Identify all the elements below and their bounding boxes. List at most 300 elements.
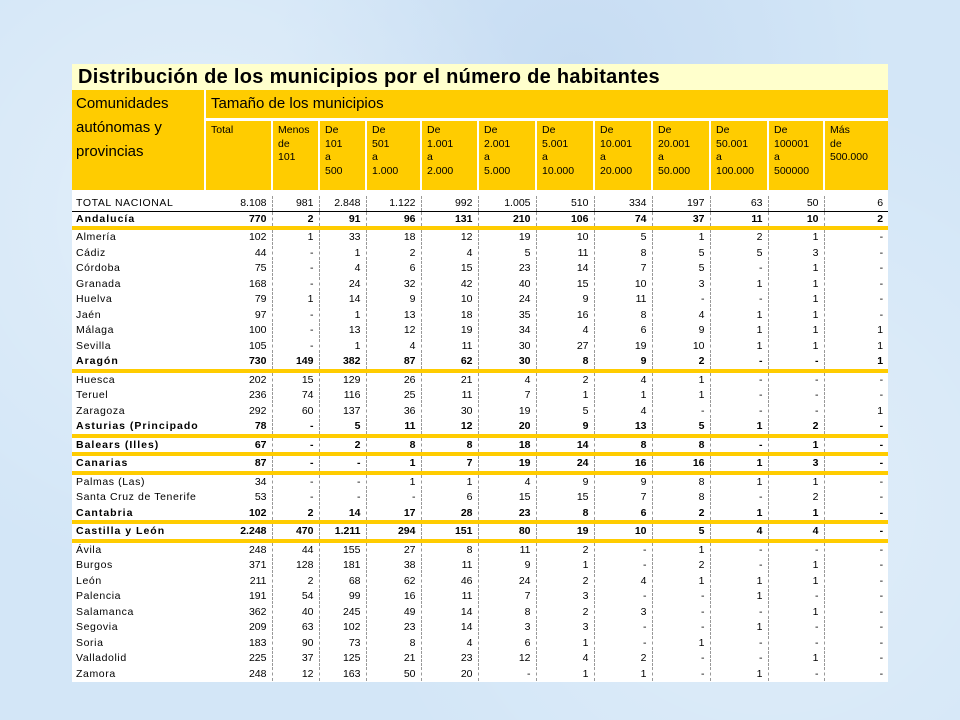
value-cell: 1 <box>824 338 888 354</box>
row-name-cell: Salamanca <box>72 604 205 620</box>
value-cell: 9 <box>366 292 421 308</box>
table-body <box>72 190 888 682</box>
value-cell: 1 <box>710 473 768 490</box>
province-row <box>72 573 888 589</box>
value-cell: - <box>710 651 768 667</box>
value-cell: 116 <box>319 388 366 404</box>
province-row <box>72 323 888 339</box>
column-header-line: De <box>427 124 441 136</box>
header-group-label: Tamaño de los municipios <box>205 90 888 120</box>
value-cell: 10 <box>421 292 478 308</box>
value-cell: - <box>824 573 888 589</box>
value-cell: 2 <box>536 371 594 388</box>
value-cell: - <box>768 388 824 404</box>
row-name-cell: Granada <box>72 276 205 292</box>
value-cell: 12 <box>272 666 319 682</box>
value-cell: 99 <box>319 589 366 605</box>
column-header <box>536 120 594 191</box>
region-row <box>72 454 888 473</box>
value-cell: 35 <box>478 307 536 323</box>
value-cell: - <box>710 388 768 404</box>
value-cell: 1 <box>536 666 594 682</box>
value-cell: 63 <box>272 620 319 636</box>
value-cell: 9 <box>536 419 594 436</box>
value-cell: 19 <box>478 454 536 473</box>
value-cell: 294 <box>366 522 421 541</box>
column-header <box>594 120 652 191</box>
header-corner-cell <box>72 90 205 190</box>
value-cell: - <box>768 620 824 636</box>
value-cell: 382 <box>319 354 366 371</box>
value-cell: - <box>824 388 888 404</box>
value-cell: - <box>272 490 319 506</box>
value-cell: 8.108 <box>205 196 272 211</box>
row-name-cell: Castilla y León <box>72 522 205 541</box>
value-cell: - <box>710 292 768 308</box>
value-cell: 5 <box>319 419 366 436</box>
value-cell: 1 <box>768 604 824 620</box>
value-cell: 371 <box>205 558 272 574</box>
value-cell: 23 <box>478 505 536 522</box>
value-cell: 197 <box>652 196 710 211</box>
value-cell: 33 <box>319 228 366 245</box>
value-cell: - <box>710 354 768 371</box>
value-cell: 19 <box>594 338 652 354</box>
value-cell: 4 <box>652 307 710 323</box>
column-header-line: 501 <box>372 137 390 150</box>
value-cell: 14 <box>319 505 366 522</box>
column-header-line: a <box>716 151 722 163</box>
value-cell: 80 <box>478 522 536 541</box>
value-cell: 1 <box>652 573 710 589</box>
value-cell: 1 <box>710 666 768 682</box>
value-cell: 17 <box>366 505 421 522</box>
value-cell: 1.211 <box>319 522 366 541</box>
value-cell: 4 <box>366 338 421 354</box>
value-cell: 28 <box>421 505 478 522</box>
row-name-cell: León <box>72 573 205 589</box>
value-cell: 9 <box>652 323 710 339</box>
value-cell: 2.248 <box>205 522 272 541</box>
value-cell: 1 <box>710 620 768 636</box>
value-cell: 981 <box>272 196 319 211</box>
value-cell: - <box>824 522 888 541</box>
value-cell: 2.848 <box>319 196 366 211</box>
value-cell: 137 <box>319 403 366 419</box>
value-cell: 32 <box>366 276 421 292</box>
value-cell: - <box>824 651 888 667</box>
value-cell: 30 <box>478 354 536 371</box>
value-cell: 6 <box>824 196 888 211</box>
value-cell: - <box>824 292 888 308</box>
value-cell: 36 <box>366 403 421 419</box>
value-cell: 1 <box>768 228 824 245</box>
value-cell: 1 <box>594 666 652 682</box>
value-cell: 3 <box>536 589 594 605</box>
value-cell: 8 <box>366 436 421 455</box>
value-cell: 38 <box>366 558 421 574</box>
value-cell: 13 <box>319 323 366 339</box>
column-header-line: 2.000 <box>427 164 454 177</box>
row-name-cell: Soria <box>72 635 205 651</box>
value-cell: 225 <box>205 651 272 667</box>
column-header-line: a <box>427 151 433 163</box>
column-header-line: de <box>830 137 842 150</box>
total-row <box>72 196 888 211</box>
value-cell: 102 <box>319 620 366 636</box>
value-cell: - <box>768 635 824 651</box>
value-cell: 181 <box>319 558 366 574</box>
value-cell: 7 <box>478 589 536 605</box>
value-cell: 24 <box>478 292 536 308</box>
row-name-cell: Andalucía <box>72 211 205 228</box>
value-cell: 8 <box>652 473 710 490</box>
value-cell: 10 <box>652 338 710 354</box>
value-cell: - <box>366 490 421 506</box>
value-cell: 1 <box>652 228 710 245</box>
column-header-line: 2.001 <box>484 137 511 150</box>
value-cell: 8 <box>478 604 536 620</box>
value-cell: 74 <box>594 211 652 228</box>
province-row <box>72 666 888 682</box>
column-header-line: 50.001 <box>716 137 749 150</box>
column-header-line: a <box>484 151 490 163</box>
column-header <box>421 120 478 191</box>
column-header-line: a <box>774 151 780 163</box>
value-cell: 211 <box>205 573 272 589</box>
province-row <box>72 558 888 574</box>
value-cell: 3 <box>594 604 652 620</box>
column-header-line: 50.000 <box>658 164 691 177</box>
value-cell: 49 <box>366 604 421 620</box>
value-cell: - <box>824 604 888 620</box>
value-cell: 1 <box>652 371 710 388</box>
column-header-line: 20.000 <box>600 164 633 177</box>
municipalities-table <box>72 90 888 682</box>
value-cell: 19 <box>536 522 594 541</box>
value-cell: 202 <box>205 371 272 388</box>
value-cell: 79 <box>205 292 272 308</box>
value-cell: 4 <box>768 522 824 541</box>
value-cell: 40 <box>272 604 319 620</box>
region-row <box>72 522 888 541</box>
value-cell: 9 <box>536 473 594 490</box>
value-cell: 131 <box>421 211 478 228</box>
row-name-cell: Huesca <box>72 371 205 388</box>
value-cell: - <box>824 541 888 558</box>
province-row <box>72 228 888 245</box>
value-cell: 5 <box>652 419 710 436</box>
province-row <box>72 604 888 620</box>
value-cell: 42 <box>421 276 478 292</box>
region-row <box>72 505 888 522</box>
province-row <box>72 589 888 605</box>
value-cell: 1 <box>768 473 824 490</box>
value-cell: 75 <box>205 261 272 277</box>
value-cell: 24 <box>536 454 594 473</box>
value-cell: - <box>768 371 824 388</box>
value-cell: 245 <box>319 604 366 620</box>
row-name-cell: Canarias <box>72 454 205 473</box>
value-cell: - <box>824 261 888 277</box>
value-cell: 5 <box>594 228 652 245</box>
value-cell: 6 <box>594 323 652 339</box>
value-cell: - <box>594 620 652 636</box>
value-cell: 21 <box>421 371 478 388</box>
value-cell: 11 <box>594 292 652 308</box>
value-cell: - <box>710 371 768 388</box>
value-cell: - <box>768 403 824 419</box>
value-cell: 10 <box>594 276 652 292</box>
province-row <box>72 620 888 636</box>
value-cell: 7 <box>478 388 536 404</box>
value-cell: 1 <box>768 292 824 308</box>
value-cell: 1.005 <box>478 196 536 211</box>
column-header-line: 10.000 <box>542 164 575 177</box>
region-row <box>72 211 888 228</box>
value-cell: 125 <box>319 651 366 667</box>
value-cell: 210 <box>478 211 536 228</box>
value-cell: 1 <box>710 323 768 339</box>
value-cell: 191 <box>205 589 272 605</box>
value-cell: - <box>272 323 319 339</box>
column-header-line: a <box>658 151 664 163</box>
column-header <box>652 120 710 191</box>
value-cell: 2 <box>652 558 710 574</box>
value-cell: 6 <box>594 505 652 522</box>
value-cell: 4 <box>536 323 594 339</box>
value-cell: 96 <box>366 211 421 228</box>
row-name-cell: Zaragoza <box>72 403 205 419</box>
column-header-line: De <box>372 124 386 136</box>
value-cell: 2 <box>536 541 594 558</box>
column-header-line: 500.000 <box>830 151 868 163</box>
row-name-cell: Palmas (Las) <box>72 473 205 490</box>
row-name-cell: Jaén <box>72 307 205 323</box>
value-cell: 3 <box>768 245 824 261</box>
value-cell: 1 <box>710 454 768 473</box>
column-header-line: Total <box>211 124 234 136</box>
value-cell: 73 <box>319 635 366 651</box>
value-cell: 9 <box>594 473 652 490</box>
column-header-line: 101 <box>325 137 343 150</box>
value-cell: 1 <box>536 388 594 404</box>
value-cell: 11 <box>478 541 536 558</box>
column-header-line: 10.001 <box>600 137 633 150</box>
value-cell: 334 <box>594 196 652 211</box>
value-cell: 1 <box>768 651 824 667</box>
value-cell: - <box>272 419 319 436</box>
value-cell: 23 <box>478 261 536 277</box>
value-cell: - <box>652 403 710 419</box>
province-row <box>72 635 888 651</box>
value-cell: 1 <box>536 635 594 651</box>
value-cell: 1 <box>768 558 824 574</box>
value-cell: 8 <box>536 354 594 371</box>
value-cell: 91 <box>319 211 366 228</box>
province-row <box>72 403 888 419</box>
value-cell: 470 <box>272 522 319 541</box>
value-cell: 992 <box>421 196 478 211</box>
value-cell: - <box>272 338 319 354</box>
row-name-cell: Aragón <box>72 354 205 371</box>
row-name-cell: Cantabria <box>72 505 205 522</box>
column-header-line: Más <box>830 124 850 136</box>
row-name-cell: Balears (Illes) <box>72 436 205 455</box>
column-header <box>478 120 536 191</box>
value-cell: 62 <box>366 573 421 589</box>
value-cell: - <box>272 454 319 473</box>
value-cell: - <box>710 558 768 574</box>
value-cell: 2 <box>594 651 652 667</box>
value-cell: 4 <box>594 403 652 419</box>
value-cell: 14 <box>536 436 594 455</box>
value-cell: 18 <box>478 436 536 455</box>
value-cell: - <box>594 589 652 605</box>
value-cell: 9 <box>536 292 594 308</box>
value-cell: 5 <box>652 261 710 277</box>
value-cell: - <box>768 589 824 605</box>
value-cell: 8 <box>594 245 652 261</box>
row-name-cell: Teruel <box>72 388 205 404</box>
value-cell: 1 <box>710 573 768 589</box>
value-cell: 18 <box>421 307 478 323</box>
value-cell: - <box>652 604 710 620</box>
value-cell: - <box>272 261 319 277</box>
value-cell: 2 <box>824 211 888 228</box>
value-cell: 1 <box>824 323 888 339</box>
value-cell: 1 <box>319 307 366 323</box>
sheet-title: Distribución de los municipios por el número de habitantes <box>72 64 888 90</box>
column-header-line: 20.001 <box>658 137 691 150</box>
row-name-cell: Almería <box>72 228 205 245</box>
value-cell: 4 <box>421 635 478 651</box>
row-name-cell: Burgos <box>72 558 205 574</box>
value-cell: 10 <box>768 211 824 228</box>
value-cell: 128 <box>272 558 319 574</box>
value-cell: 12 <box>366 323 421 339</box>
value-cell: 1 <box>319 245 366 261</box>
province-row <box>72 276 888 292</box>
value-cell: - <box>824 307 888 323</box>
value-cell: 1 <box>768 261 824 277</box>
column-header-line: De <box>600 124 614 136</box>
row-name-cell: Ávila <box>72 541 205 558</box>
value-cell: 1 <box>824 403 888 419</box>
province-row <box>72 651 888 667</box>
value-cell: 4 <box>594 573 652 589</box>
value-cell: 37 <box>272 651 319 667</box>
value-cell: 1 <box>366 473 421 490</box>
column-header-line: Menos <box>278 124 310 136</box>
value-cell: 6 <box>366 261 421 277</box>
value-cell: - <box>319 454 366 473</box>
value-cell: 2 <box>652 354 710 371</box>
value-cell: 87 <box>366 354 421 371</box>
value-cell: 1 <box>272 228 319 245</box>
value-cell: 2 <box>710 228 768 245</box>
value-cell: 8 <box>652 490 710 506</box>
header-corner-line: provincias <box>76 143 144 160</box>
spreadsheet <box>72 64 888 682</box>
value-cell: 105 <box>205 338 272 354</box>
header-row-top <box>72 90 888 120</box>
column-header-line: 5.000 <box>484 164 511 177</box>
province-row <box>72 473 888 490</box>
province-row <box>72 307 888 323</box>
value-cell: 11 <box>710 211 768 228</box>
value-cell: 183 <box>205 635 272 651</box>
value-cell: 4 <box>319 261 366 277</box>
value-cell: 50 <box>768 196 824 211</box>
value-cell: 6 <box>421 490 478 506</box>
value-cell: 27 <box>536 338 594 354</box>
value-cell: 168 <box>205 276 272 292</box>
column-header-line: De <box>484 124 498 136</box>
province-row <box>72 371 888 388</box>
value-cell: 2 <box>319 436 366 455</box>
province-row <box>72 245 888 261</box>
value-cell: - <box>272 473 319 490</box>
column-header <box>710 120 768 191</box>
value-cell: - <box>710 541 768 558</box>
value-cell: - <box>319 473 366 490</box>
value-cell: 1 <box>272 292 319 308</box>
value-cell: 4 <box>478 371 536 388</box>
value-cell: 67 <box>205 436 272 455</box>
column-header-line: a <box>325 151 331 163</box>
value-cell: 3 <box>768 454 824 473</box>
value-cell: 5 <box>652 245 710 261</box>
value-cell: 8 <box>421 541 478 558</box>
value-cell: - <box>710 490 768 506</box>
value-cell: - <box>824 245 888 261</box>
value-cell: 1.122 <box>366 196 421 211</box>
value-cell: 5 <box>536 403 594 419</box>
value-cell: 149 <box>272 354 319 371</box>
value-cell: 26 <box>366 371 421 388</box>
value-cell: 12 <box>478 651 536 667</box>
value-cell: 21 <box>366 651 421 667</box>
province-row <box>72 338 888 354</box>
value-cell: - <box>652 589 710 605</box>
value-cell: 9 <box>594 354 652 371</box>
value-cell: 7 <box>594 490 652 506</box>
value-cell: 13 <box>594 419 652 436</box>
column-header-line: a <box>542 151 548 163</box>
value-cell: 54 <box>272 589 319 605</box>
value-cell: - <box>824 419 888 436</box>
column-header <box>768 120 824 191</box>
value-cell: 53 <box>205 490 272 506</box>
row-name-cell: Huelva <box>72 292 205 308</box>
value-cell: 1 <box>652 388 710 404</box>
value-cell: 4 <box>478 473 536 490</box>
column-header-line: 1.001 <box>427 137 454 150</box>
value-cell: 7 <box>421 454 478 473</box>
value-cell: 248 <box>205 541 272 558</box>
row-name-cell: Valladolid <box>72 651 205 667</box>
value-cell: 4 <box>594 371 652 388</box>
value-cell: - <box>652 620 710 636</box>
value-cell: 1 <box>594 388 652 404</box>
value-cell: 14 <box>319 292 366 308</box>
value-cell: 25 <box>366 388 421 404</box>
column-header-line: De <box>658 124 672 136</box>
value-cell: 2 <box>768 419 824 436</box>
column-header <box>272 120 319 191</box>
value-cell: 2 <box>272 211 319 228</box>
